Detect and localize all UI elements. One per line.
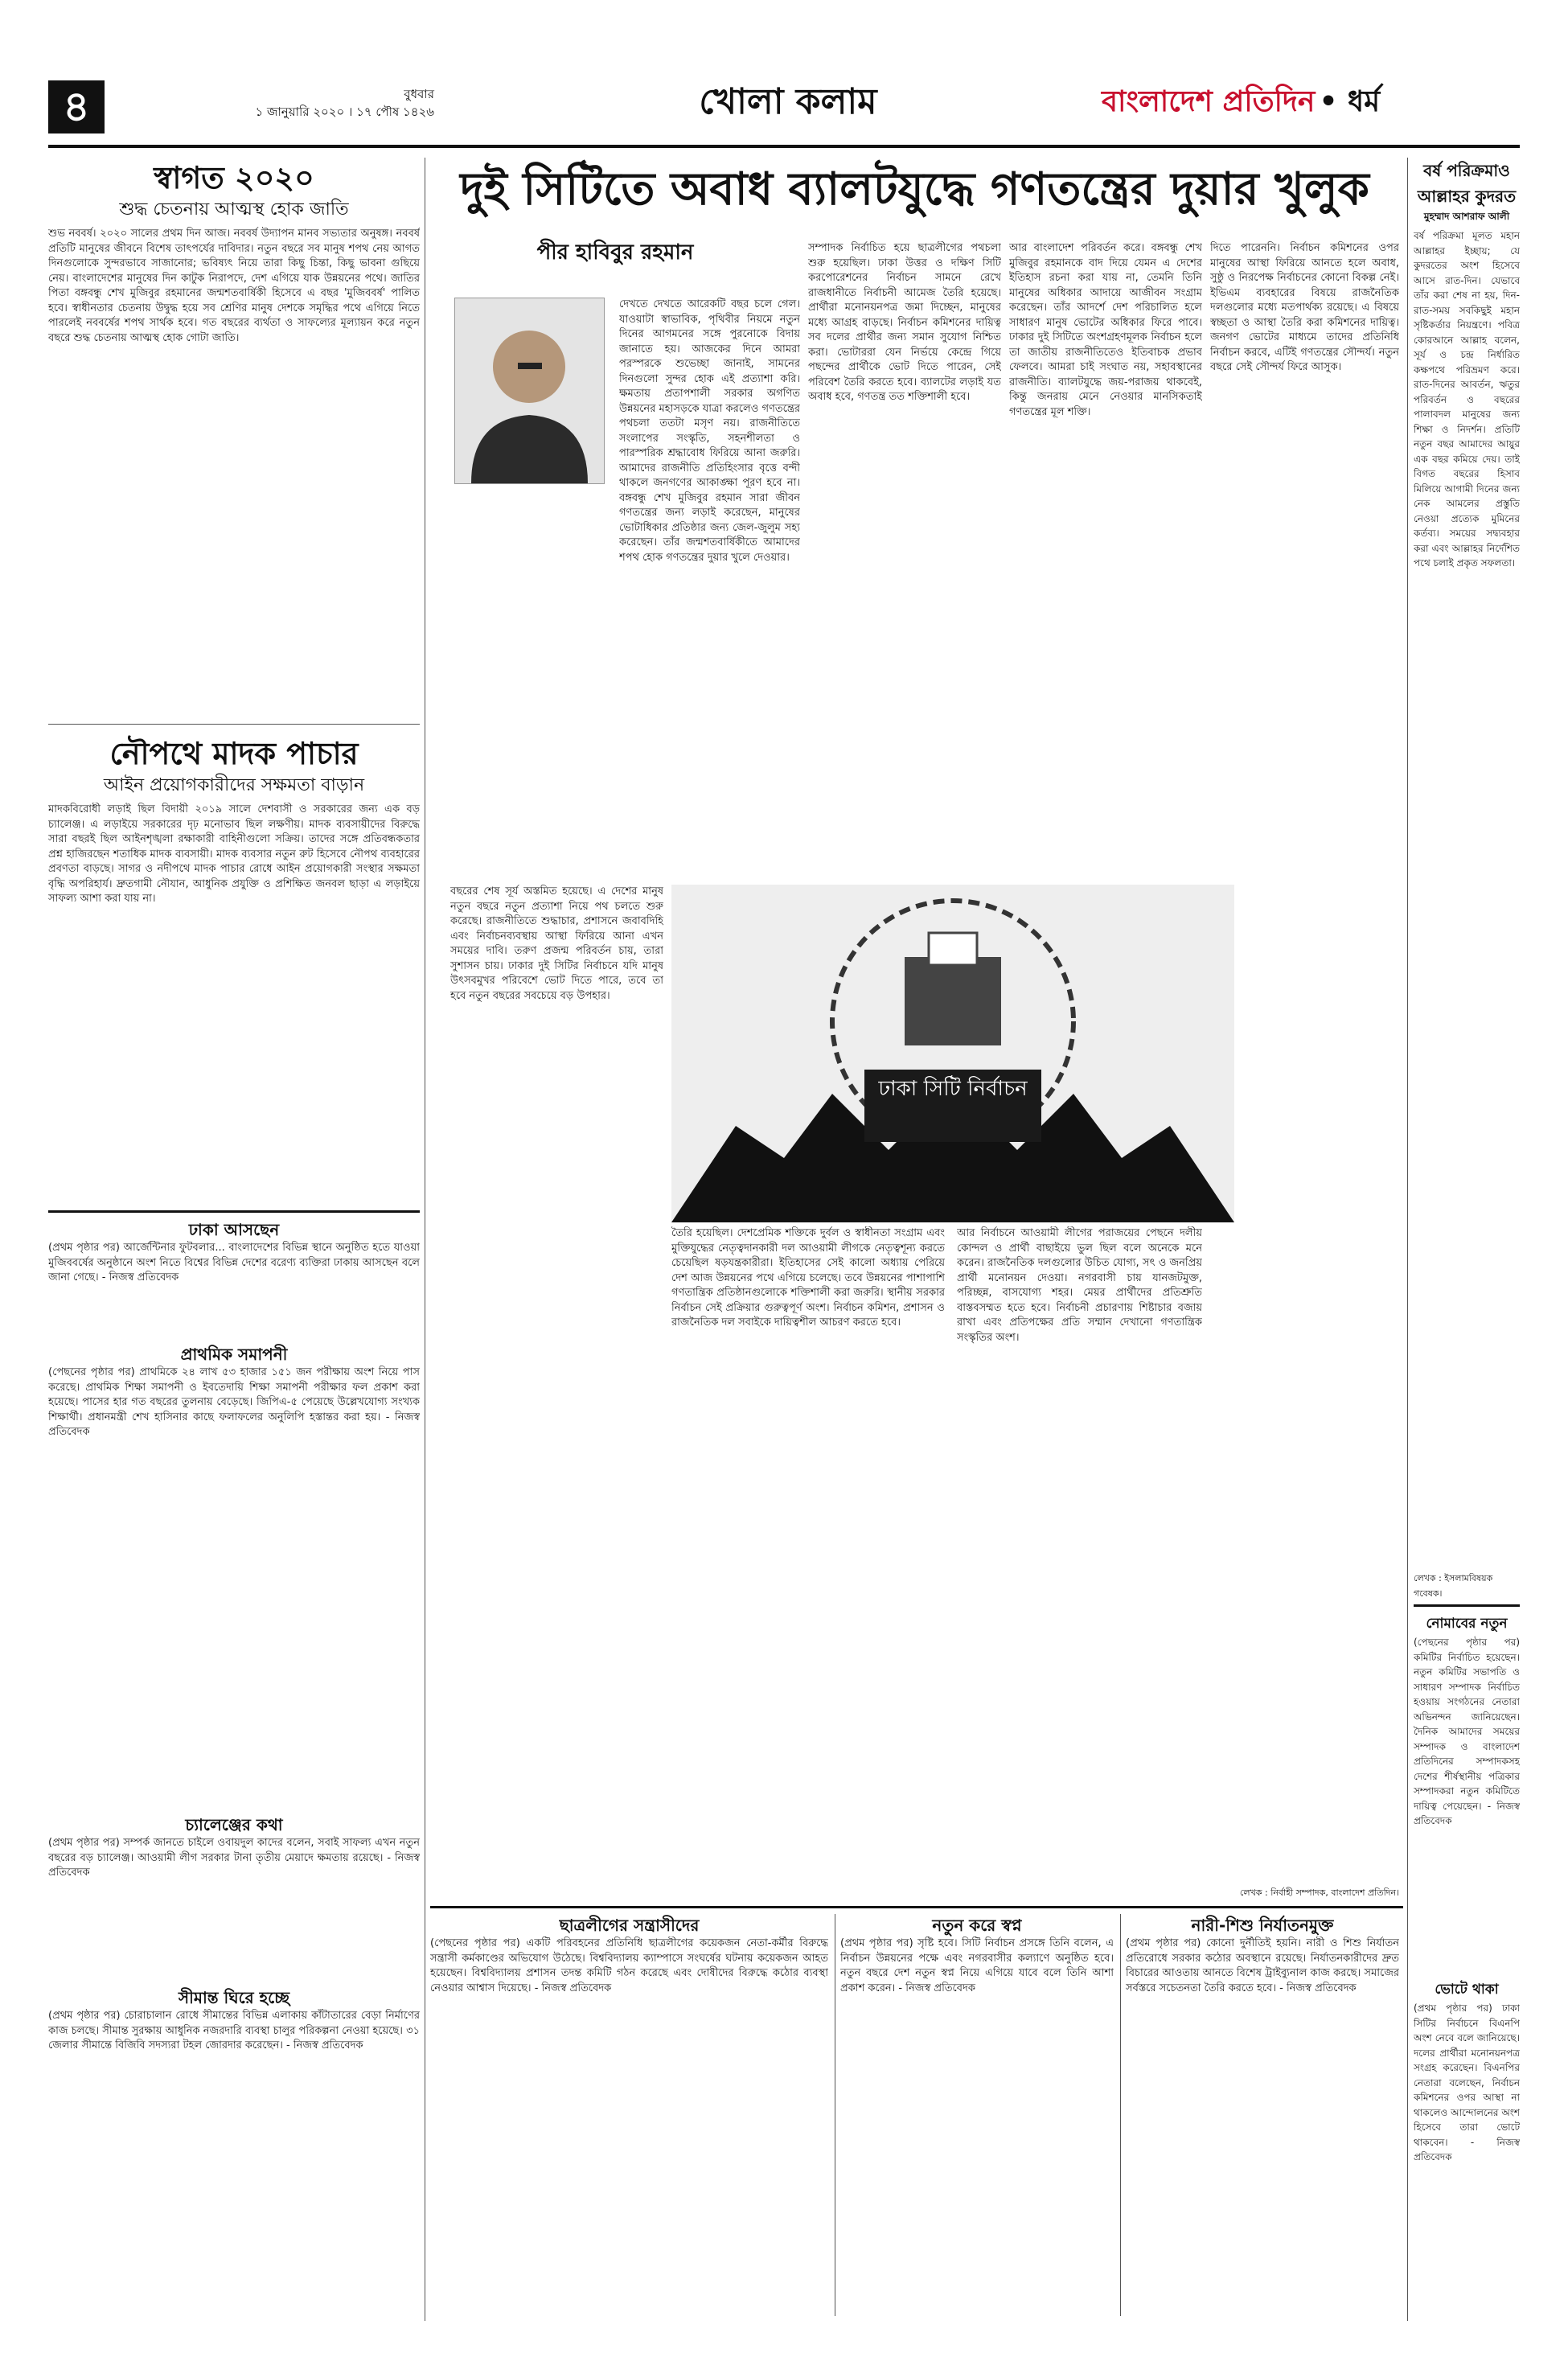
news-border-title: সীমান্ত ঘিরে হচ্ছে (178, 1988, 290, 2007)
editorial-2-title: নৌপথে মাদক পাচার (109, 736, 359, 771)
weekday: বুধবার (404, 87, 434, 101)
column-rule (1407, 158, 1408, 2321)
ballot-box-icon (671, 885, 1234, 1222)
religion-credit: লেখক : ইসলামবিষয়ক গবেষক। (1414, 1573, 1493, 1599)
news-border[interactable] (48, 1986, 420, 2331)
page-number: ৪ (48, 80, 105, 133)
lead-col-4: বছরের শেষ সূর্য অস্তমিত হয়েছে। এ দেশের মানুষ নতুন বছরে নতুন প্রত্যাশা নিয়ে পথ চলতে শুরু করেছে। রাজনীতিতে শুদ্ধাচার, প্রশাসনে জবাবদিহি এবং নির্বাচনব্যবস্থায় আস্থা ফিরিয়ে আনা এখন সময়ের দাবি। তরুণ প্রজন্ম পরিবর্তন চায়, তারা সুশাসন চায়। ঢাকার দুই সিটির নির্বাচনে যদি মানুষ উৎসবমুখর পরিবেশে ভোট দিতে পারে, তবে তা হবে নতুন বছরের সবচেয়ে বড় উপহার। (450, 885, 663, 1002)
news-challenge-title: চ্যালেঞ্জের কথা (185, 1815, 283, 1834)
news-dhaka-body: (প্রথম পৃষ্ঠার পর) আর্জেন্টিনার ফুটবলার... বাংলাদেশের বিভিন্ন স্থানে অনুষ্ঠিত হতে যাওয়া মুজিববর্ষের অনুষ্ঠানে অংশ নিতে বিশ্বের বিভিন্ন দেশের বরেণ্য ব্যক্তিরা ঢাকায় আসছেন বলে জানা গেছে। - নিজস্ব প্রতিবেদক (48, 1242, 420, 1284)
news-exam[interactable] (48, 1343, 420, 1800)
news-border-body: (প্রথম পৃষ্ঠার পর) চোরাচালান রোধে সীমান্তের বিভিন্ন এলাকায় কাঁটাতারের বেড়া নির্মাণের কাজ চলছে। সীমান্ত সুরক্ষায় আধুনিক নজরদারি ব্যবস্থা চালুর পরিকল্পনা নেওয়া হয়েছে। ৩১ জেলার সীমান্তে বিজিবি সদস্যরা টহল জোরদার করেছেন। - নিজস্ব প্রতিবেদক (48, 2010, 420, 2052)
lead-col-2: সম্পাদক নির্বাচিত হয়ে ছাত্রলীগের পথচলা শুরু হয়েছিল। ঢাকা উত্তর ও দক্ষিণ সিটি করপোরেশনের নির্বাচন সামনে রেখে রাজধানীতে নির্বাচনী আমেজ তৈরি হয়েছে। প্রার্থীরা মনোনয়নপত্র জমা দিচ্ছেন, মানুষের মধ্যে আগ্রহ বাড়ছে। নির্বাচন কমিশনের দায়িত্ব সব দলের প্রার্থীর জন্য সমান সুযোগ নিশ্চিত করা। ভোটাররা যেন নির্ভয়ে কেন্দ্রে গিয়ে পছন্দের প্রার্থীকে ভোট দিতে পারেন, সেই পরিবেশ তৈরি করতে হবে। ব্যালটের লড়াই যত অবাধ হবে, গণতন্ত্র তত শক্তিশালী হবে। (808, 242, 1001, 403)
news-chhatraleague[interactable] (430, 1914, 828, 2314)
religion-body: বর্ষ পরিক্রমা মূলত মহান আল্লাহর ইচ্ছায়; যে কুদরতের অংশ হিসেবে আসে রাত-দিন। যেভাবে তাঁর করা শেষ না হয়, দিন-রাত-সময় সবকিছুই মহান সৃষ্টিকর্তার নিয়ন্ত্রণে। পবিত্র কোরআনে আল্লাহ বলেন, সূর্য ও চন্দ্র নির্ধারিত কক্ষপথে পরিভ্রমণ করে। রাত-দিনের আবর্তন, ঋতুর পরিবর্তন ও বছরের পালাবদল মানুষের জন্য শিক্ষা ও নিদর্শন। প্রতিটি নতুন বছর আমাদের আয়ুর এক বছর কমিয়ে দেয়। তাই বিগত বছরের হিসাব মিলিয়ে আগামী দিনের জন্য নেক আমলের প্রস্তুতি নেওয়া প্রত্যেক মুমিনের কর্তব্য। সময়ের সদ্ব্যবহার করা এবং আল্লাহর নির্দেশিত পথে চলাই প্রকৃত সফলতা। (1414, 230, 1520, 569)
divider (48, 1210, 420, 1213)
news-women[interactable] (1126, 1914, 1399, 2314)
editorial-2-subtitle: আইন প্রয়োগকারীদের সক্ষমতা বাড়ান (103, 775, 365, 795)
news-exam-body: (পেছনের পৃষ্ঠার পর) প্রাথমিকে ২৪ লাখ ৫৩ হাজার ১৫১ জন পরীক্ষায় অংশ নিয়ে পাস করেছে। প্রাথমিক শিক্ষা সমাপনী ও ইবতেদায়ি শিক্ষা সমাপনী পরীক্ষার ফল প্রকাশ করা হয়েছে। পাসের হার গত বছরের তুলনায় বেড়েছে। জিপিএ-৫ পেয়েছে উল্লেখযোগ্য সংখ্যক শিক্ষার্থী। প্রধানমন্ত্রী শেখ হাসিনার কাছে ফলাফলের অনুলিপি হস্তান্তর করা হয়। - নিজস্ব প্রতিবেদক (48, 1366, 420, 1438)
lead-headline[interactable]: দুই সিটিতে অবাধ ব্যালটযুদ্ধে গণতন্ত্রের দুয়ার খুলুক (460, 163, 1369, 216)
date-line (209, 85, 434, 121)
news-nomination-body: (পেছনের পৃষ্ঠার পর) কমিটির নির্বাচিত হয়েছেন। নতুন কমিটির সভাপতি ও সাধারণ সম্পাদক নির্বাচিত হওয়ায় সংগঠনের নেতারা অভিনন্দন জানিয়েছেন। দৈনিক আমাদের সময়ের সম্পাদক ও বাংলাদেশ প্রতিদিনের সম্পাদকসহ দেশের শীর্ষস্থানীয় পত্রিকার সম্পাদকরা নতুন কমিটিতে দায়িত্ব পেয়েছেন। - নিজস্ব প্রতিবেদক (1414, 1637, 1520, 1826)
news-challenge[interactable] (48, 1813, 420, 1973)
header-rule (48, 145, 1520, 148)
editorial-1-subtitle: শুদ্ধ চেতনায় আত্মস্থ হোক জাতি (119, 199, 349, 220)
news-vote-title: ভোটে থাকা (1435, 1982, 1499, 1998)
religion-article (1414, 158, 1520, 1602)
lead-col-7: দিতে পারেননি। নির্বাচন কমিশনের ওপর মানুষের আস্থা ফিরিয়ে আনতে হলে অবাধ, সুষ্ঠু ও নিরপেক্ষ নির্বাচনের কোনো বিকল্প নেই। ইভিএম ব্যবহারের বিষয়ে রাজনৈতিক দলগুলোর মধ্যে মতপার্থক্য রয়েছে। এ বিষয়ে স্বচ্ছতা ও আস্থা তৈরি করা কমিশনের দায়িত্ব। জনগণ ভোটের মাধ্যমে তাদের প্রতিনিধি নির্বাচন করবে, এটিই গণতন্ত্রের সৌন্দর্য। নতুন বছরে সেই সৌন্দর্য ফিরে আসুক। (1210, 242, 1399, 373)
editorial-1-body: শুভ নববর্ষ। ২০২০ সালের প্রথম দিন আজ। নববর্ষ উদ্যাপন মানব সভ্যতার অনুষঙ্গ। নববর্ষ প্রতিটি মানুষের জীবনে বিশেষ তাৎপর্যের দাবিদার। নতুন বছরে সব মানুষ শপথ নেয় আগত দিনগুলোকে সুন্দরভাবে সাজানোর; ভবিষ্যৎ নিয়ে তারা কিছু চিন্তা, কিছু ভাবনা গুছিয়ে নেয়। বাংলাদেশের মানুষের দিন কাটুক নিরাপদে, দেশ এগিয়ে যাক উন্নয়নের পথে। জাতির পিতা বঙ্গবন্ধু শেখ মুজিবুর রহমানের জন্মশতবার্ষিকী হিসেবে এ বছর 'মুজিববর্ষ' পালিত হবে। স্বাধীনতার চেতনায় উদ্বুদ্ধ হয়ে সব শ্রেণির মানুষ দেশকে সমৃদ্ধির পথে এগিয়ে নিতে পারলেই নববর্ষের শপথ সার্থক হবে। গত বছরের ব্যর্থতা ও সাফল্যের মূল্যায়ন করে নতুন বছরে শুদ্ধ চেতনায় আত্মস্থ হোক গোটা জাতি। (48, 228, 420, 344)
news-dream-title: নতুন করে স্বপ্ন (932, 1916, 1022, 1935)
editorial-2 (48, 733, 420, 1197)
editorial-1 (48, 158, 420, 725)
news-vote[interactable] (1414, 1978, 1520, 2323)
author-portrait-icon (455, 298, 604, 483)
religion-author: মুহম্মাদ আশরাফ আলী (1423, 211, 1510, 222)
author-credit: লেখক : নির্বাহী সম্পাদক, বাংলাদেশ প্রতিদিন। (1239, 1887, 1399, 1898)
masthead[interactable] (1102, 74, 1520, 130)
news-women-body: (প্রথম পৃষ্ঠার পর) কোনো দুর্নীতিই হয়নি। নারী ও শিশু নির্যাতন প্রতিরোধে সরকার কঠোর অবস্থানে রয়েছে। নির্যাতনকারীদের দ্রুত বিচারের আওতায় আনতে বিশেষ ট্রাইব্যুনাল কাজ করছে। সমাজের সর্বস্তরে সচেতনতা তৈরি করতে হবে। - নিজস্ব প্রতিবেদক (1126, 1937, 1399, 1994)
lead-col-3: আর বাংলাদেশ পরিবর্তন করে। বঙ্গবন্ধু শেখ মুজিবুর রহমানকে বাদ দিয়ে যেমন এ দেশের ইতিহাস রচনা করা যায় না, তেমনি তিনি মানুষের অধিকার আদায়ে আজীবন সংগ্রাম করেছেন। তাঁর আদর্শে দেশ পরিচালিত হলে সাধারণ মানুষ ভোটের অধিকার ফিরে পাবে। ঢাকার দুই সিটিতে অংশগ্রহণমূলক নির্বাচন হলে তা জাতীয় রাজনীতিতেও ইতিবাচক প্রভাব ফেলবে। আমরা চাই সংঘাত নয়, সহাবস্থানের রাজনীতি। ব্যালটযুদ্ধে জয়-পরাজয় থাকবেই, কিন্তু জনরায় মেনে নেওয়ার মানসিকতাই গণতন্ত্রের মূল শক্তি। (1009, 242, 1202, 418)
editorial-1-title: স্বাগত ২০২০ (154, 160, 314, 195)
byline: পীর হাবিবুর রহমান (536, 240, 694, 265)
news-dhaka[interactable] (48, 1218, 420, 1337)
news-dream-body: (প্রথম পৃষ্ঠার পর) সৃষ্টি হবে। সিটি নির্বাচন প্রসঙ্গে তিনি বলেন, এ নির্বাচন উন্নয়নের পক্ষে এবং নগরবাসীর কল্যাণে অনুষ্ঠিত হবে। নতুন বছরে দেশ নতুন স্বপ্ন নিয়ে এগিয়ে যাবে বলে তিনি আশা প্রকাশ করেন। - নিজস্ব প্রতিবেদক (840, 1937, 1114, 1994)
election-illustration (671, 885, 1234, 1222)
news-dream[interactable] (840, 1914, 1114, 2314)
brand-name: বাংলাদেশ প্রতিদিন (1102, 85, 1316, 118)
lead-col-1: দেখতে দেখতে আরেকটি বছর চলে গেল। যাওয়াটা স্বাভাবিক, পৃথিবীর নিয়মে নতুন দিনের আগমনের সঙ্গে পুরনোকে বিদায় জানাতে হয়। আজকের দিনে আমরা পরস্পরকে শুভেচ্ছা জানাই, সামনের দিনগুলো সুন্দর হোক এই প্রত্যাশা করি। ক্ষমতায় প্রতাপশালী সরকার অগণিত উন্নয়নের মহাসড়কে যাত্রা করলেও গণতন্ত্রের পথচলা ততটা মসৃণ নয়। রাজনীতিতে সংলাপের সংস্কৃতি, সহনশীলতা ও পারস্পরিক শ্রদ্ধাবোধ ফিরিয়ে আনা জরুরি। আমাদের রাজনীতি প্রতিহিংসার বৃত্তে বন্দী থাকলে জনগণের আকাঙ্ক্ষা পূরণ হবে না। বঙ্গবন্ধু শেখ মুজিবুর রহমান সারা জীবন গণতন্ত্রের জন্য লড়াই করেছেন, মানুষের ভোটাধিকার প্রতিষ্ঠার জন্য জেল-জুলুম সহ্য করেছেন। তাঁর জন্মশতবার্ষিকীতে আমাদের শপথ হোক গণতন্ত্রের দুয়ার খুলে দেওয়ার। (619, 298, 800, 564)
news-chhatraleague-title: ছাত্রলীগের সন্ত্রাসীদের (559, 1916, 700, 1935)
news-women-title: নারী-শিশু নির্যাতনমুক্ত (1191, 1916, 1334, 1935)
news-chhatraleague-body: (পেছনের পৃষ্ঠার পর) একটি পরিবহনের প্রতিনিধি ছাত্রলীগের কয়েকজন নেতা-কর্মীর বিরুদ্ধে সন্ত্রাসী কর্মকাণ্ডের অভিযোগ উঠেছে। বিশ্ববিদ্যালয় ক্যাম্পাসে সংঘর্ষের ঘটনায় কয়েকজন আহত হয়েছেন। বিশ্ববিদ্যালয় প্রশাসন তদন্ত কমিটি গঠন করেছে এবং দোষীদের বিরুদ্ধে কঠোর ব্যবস্থা নেওয়ার আশ্বাস দিয়েছে। - নিজস্ব প্রতিবেদক (430, 1937, 828, 1994)
editorial-2-body: মাদকবিরোধী লড়াই ছিল বিদায়ী ২০১৯ সালে দেশবাসী ও সরকারের জন্য এক বড় চ্যালেঞ্জ। এ লড়াইয়ে সরকারের দৃঢ় মনোভাব ছিল লক্ষণীয়। মাদক ব্যবসায়ীদের বিরুদ্ধে সারা বছরই ছিল আইনশৃঙ্খলা রক্ষাকারী বাহিনীগুলো সক্রিয়। তাদের সঙ্গে প্রতিবন্ধকতার প্রশ্ন হাজিরছেন শতাধিক মাদক ব্যবসায়ী। মাদক ব্যবসার নতুন রুট হিসেবে নৌপথ ব্যবহারের প্রবণতা বাড়ছে। সাগর ও নদীপথে মাদক পাচার রোধে আইন প্রয়োগকারী সংস্থার সক্ষমতা বৃদ্ধি অপরিহার্য। দ্রুতগামী নৌযান, আধুনিক প্রযুক্তি ও প্রশিক্ষিত জনবল ছাড়া এ লড়াইয়ে সাফল্য আশা করা যায় না। (48, 803, 420, 905)
category-label: • ধর্ম (1319, 85, 1381, 118)
religion-title-1: বর্ষ পরিক্রমাও (1423, 161, 1510, 180)
issue-date: ১ জানুয়ারি ২০২০ । ১৭ পৌষ ১৪২৬ (255, 105, 434, 119)
news-vote-body: (প্রথম পৃষ্ঠার পর) ঢাকা সিটির নির্বাচনে বিএনপি অংশ নেবে বলে জানিয়েছে। দলের প্রার্থীরা মনোনয়নপত্র সংগ্রহ করেছেন। বিএনপির নেতারা বলেছেন, নির্বাচন কমিশনের ওপর আস্থা না থাকলেও আন্দোলনের অংশ হিসেবে তারা ভোটে থাকবেন। - নিজস্ব প্রতিবেদক (1414, 2002, 1520, 2162)
section-title: খোলা কলাম (699, 81, 877, 122)
divider (48, 724, 420, 725)
column-rule (1120, 1914, 1121, 2316)
divider (430, 1906, 1403, 1908)
author-photo (454, 298, 605, 484)
lead-col-5: তৈরি হয়েছিল। দেশপ্রেমিক শক্তিকে দুর্বল ও স্বাধীনতা সংগ্রাম এবং মুক্তিযুদ্ধের নেতৃত্বদানকারী দল আওয়ামী লীগকে নেতৃত্বশূন্য করতে চেয়েছিল ষড়যন্ত্রকারীরা। ইতিহাসের সেই কালো অধ্যায় পেরিয়ে দেশ আজ উন্নয়নের পথে এগিয়ে চলেছে। তবে উন্নয়নের পাশাপাশি গণতান্ত্রিক প্রতিষ্ঠানগুলোকে শক্তিশালী করা জরুরি। স্থানীয় সরকার নির্বাচন সেই প্রক্রিয়ার গুরুত্বপূর্ণ অংশ। নির্বাচন কমিশন, প্রশাসন ও রাজনৈতিক দল সবাইকে দায়িত্বশীল আচরণ করতে হবে। (671, 1227, 945, 1329)
news-nomination[interactable] (1414, 1612, 1520, 1973)
divider (1414, 1604, 1520, 1607)
news-dhaka-title: ঢাকা আসছেন (188, 1220, 280, 1239)
news-exam-title: প্রাথমিক সমাপনী (180, 1345, 288, 1364)
news-nomination-title: নোমাবের নতুন (1426, 1616, 1508, 1632)
religion-title-2: আল্লাহর কুদরত (1417, 187, 1517, 206)
illustration-caption: ঢাকা সিটি নির্বাচন (878, 1077, 1028, 1101)
news-challenge-body: (প্রথম পৃষ্ঠার পর) সম্পর্ক জানতে চাইলে ওবায়দুল কাদের বলেন, সবাই সাফল্য এখন নতুন বছরের বড় চ্যালেঞ্জ। আওয়ামী লীগ সরকার টানা তৃতীয় মেয়াদে ক্ষমতায় রয়েছে। - নিজস্ব প্রতিবেদক (48, 1837, 420, 1879)
lead-col-6: আর নির্বাচনে আওয়ামী লীগের পরাজয়ের পেছনে দলীয় কোন্দল ও প্রার্থী বাছাইয়ে ভুল ছিল বলে অনেকে মনে করেন। রাজনৈতিক দলগুলোর উচিত যোগ্য, সৎ ও জনপ্রিয় প্রার্থী মনোনয়ন দেওয়া। নগরবাসী চায় যানজটমুক্ত, পরিচ্ছন্ন, বাসযোগ্য শহর। মেয়র প্রার্থীদের প্রতিশ্রুতি বাস্তবসম্মত হতে হবে। নির্বাচনী প্রচারণায় শিষ্টাচার বজায় রাখা এবং প্রতিপক্ষের প্রতি সম্মান দেখানো গণতান্ত্রিক সংস্কৃতির অংশ। (957, 1227, 1202, 1344)
